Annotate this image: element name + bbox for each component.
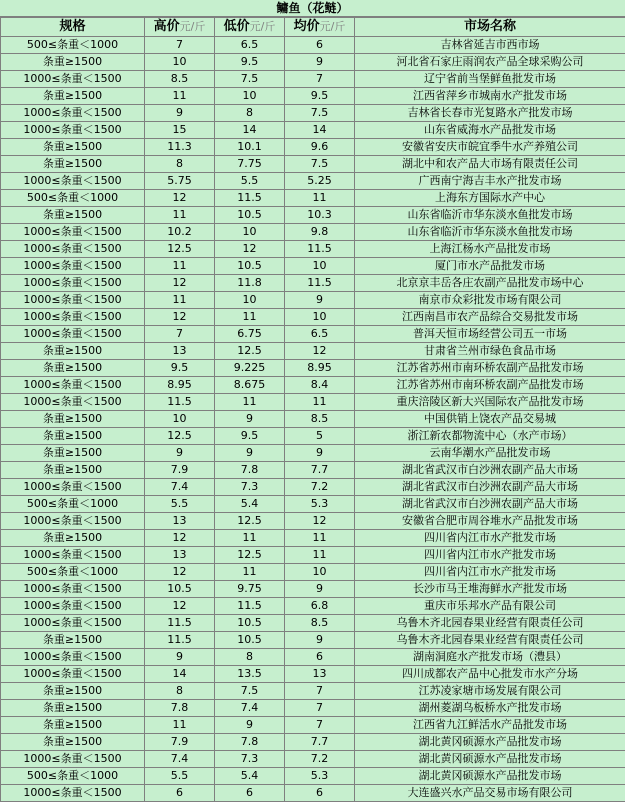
cell-low-price: 6.5 [215,37,285,54]
cell-low-price: 10.1 [215,139,285,156]
cell-low-price: 13.5 [215,666,285,683]
cell-market-name: 四川成都农产品中心批发市水产分场 [355,666,625,683]
cell-high-price: 9 [145,105,215,122]
cell-avg-price: 11 [285,394,355,411]
cell-market-name: 山东省临沂市华东淡水鱼批发市场 [355,207,625,224]
cell-market-name: 浙江新农都物流中心（水产市场） [355,428,625,445]
cell-spec: 1000≤条重＜1500 [1,377,145,394]
cell-avg-price: 7.2 [285,479,355,496]
cell-high-price: 10 [145,411,215,428]
cell-market-name: 吉林省长春市光复路水产批发市场 [355,105,625,122]
sheet-title: 鳙鱼（花鲢） [0,0,625,17]
cell-low-price: 5.4 [215,496,285,513]
cell-spec: 1000≤条重＜1500 [1,615,145,632]
cell-market-name: 河北省石家庄雨润农产品全球采购公司 [355,54,625,71]
cell-high-price: 7.4 [145,751,215,768]
cell-avg-price: 12 [285,513,355,530]
cell-avg-price: 9 [285,54,355,71]
cell-low-price: 11.5 [215,598,285,615]
cell-spec: 1000≤条重＜1500 [1,71,145,88]
cell-avg-price: 6.5 [285,326,355,343]
table-row [1,207,625,224]
cell-spec: 1000≤条重＜1500 [1,224,145,241]
cell-high-price: 8.5 [145,71,215,88]
cell-market-name: 湖北中和农产品大市场有限责任公司 [355,156,625,173]
cell-avg-price: 5.3 [285,496,355,513]
cell-low-price: 9.5 [215,428,285,445]
cell-spec: 条重≥1500 [1,343,145,360]
cell-high-price: 12 [145,564,215,581]
table-row [1,513,625,530]
cell-high-price: 5.5 [145,768,215,785]
cell-avg-price: 11.5 [285,275,355,292]
cell-low-price: 7.5 [215,71,285,88]
cell-spec: 条重≥1500 [1,156,145,173]
cell-spec: 条重≥1500 [1,462,145,479]
cell-market-name: 大连盛兴水产品交易市场有限公司 [355,785,625,802]
cell-avg-price: 7.7 [285,734,355,751]
cell-spec: 条重≥1500 [1,683,145,700]
cell-avg-price: 7.7 [285,462,355,479]
cell-avg-price: 10 [285,258,355,275]
cell-market-name: 云南华潮水产品批发市场 [355,445,625,462]
cell-high-price: 11 [145,717,215,734]
cell-low-price: 10.5 [215,258,285,275]
cell-avg-price: 10 [285,564,355,581]
cell-high-price: 9.5 [145,360,215,377]
cell-market-name: 上海东方国际水产中心 [355,190,625,207]
cell-high-price: 7 [145,37,215,54]
header-row [1,18,625,37]
cell-high-price: 8.95 [145,377,215,394]
cell-low-price: 10.5 [215,615,285,632]
cell-spec: 1000≤条重＜1500 [1,666,145,683]
cell-low-price: 7.75 [215,156,285,173]
cell-avg-price: 8.4 [285,377,355,394]
cell-spec: 1000≤条重＜1500 [1,292,145,309]
cell-low-price: 8 [215,649,285,666]
cell-market-name: 四川省内江市水产批发市场 [355,547,625,564]
cell-spec: 条重≥1500 [1,734,145,751]
cell-low-price: 5.4 [215,768,285,785]
table-row [1,649,625,666]
table-row [1,54,625,71]
cell-high-price: 12 [145,275,215,292]
cell-avg-price: 12 [285,343,355,360]
table-row [1,343,625,360]
cell-spec: 1000≤条重＜1500 [1,751,145,768]
cell-high-price: 12 [145,190,215,207]
cell-low-price: 5.5 [215,173,285,190]
cell-avg-price: 5.25 [285,173,355,190]
cell-spec: 1000≤条重＜1500 [1,122,145,139]
cell-low-price: 11 [215,309,285,326]
cell-high-price: 9 [145,445,215,462]
cell-market-name: 山东省临沂市华东淡水鱼批发市场 [355,224,625,241]
cell-market-name: 上海江杨水产品批发市场 [355,241,625,258]
cell-spec: 条重≥1500 [1,139,145,156]
cell-market-name: 重庆涪陵区新大兴国际农产品批发市场 [355,394,625,411]
table-row [1,683,625,700]
cell-market-name: 厦门市水产品批发市场 [355,258,625,275]
cell-high-price: 13 [145,343,215,360]
cell-low-price: 12.5 [215,513,285,530]
table-row [1,581,625,598]
cell-avg-price: 9.5 [285,88,355,105]
cell-spec: 500≤条重＜1000 [1,496,145,513]
cell-avg-price: 10 [285,309,355,326]
table-row [1,122,625,139]
cell-high-price: 15 [145,122,215,139]
table-row [1,462,625,479]
table-row [1,190,625,207]
cell-spec: 1000≤条重＜1500 [1,275,145,292]
header-market-name: 市场名称 [355,18,625,37]
cell-spec: 1000≤条重＜1500 [1,394,145,411]
table-row [1,411,625,428]
cell-low-price: 10 [215,88,285,105]
table-row [1,394,625,411]
cell-spec: 1000≤条重＜1500 [1,241,145,258]
cell-spec: 500≤条重＜1000 [1,190,145,207]
cell-low-price: 7.8 [215,734,285,751]
cell-low-price: 6.75 [215,326,285,343]
table-row [1,360,625,377]
cell-market-name: 山东省威海水产品批发市场 [355,122,625,139]
cell-avg-price: 8.95 [285,360,355,377]
cell-spec: 条重≥1500 [1,207,145,224]
cell-market-name: 普洱天恒市场经营公司五一市场 [355,326,625,343]
cell-high-price: 13 [145,547,215,564]
table-row [1,785,625,802]
cell-avg-price: 8.5 [285,411,355,428]
table-row [1,445,625,462]
cell-high-price: 14 [145,666,215,683]
cell-avg-price: 7.5 [285,105,355,122]
cell-high-price: 12 [145,530,215,547]
cell-low-price: 9.225 [215,360,285,377]
cell-avg-price: 9.8 [285,224,355,241]
cell-market-name: 安徽省合肥市周谷堆水产品批发市场 [355,513,625,530]
cell-avg-price: 7 [285,71,355,88]
cell-high-price: 12.5 [145,428,215,445]
cell-spec: 1000≤条重＜1500 [1,785,145,802]
cell-low-price: 7.8 [215,462,285,479]
table-row [1,666,625,683]
cell-spec: 条重≥1500 [1,54,145,71]
cell-high-price: 11 [145,292,215,309]
cell-low-price: 12.5 [215,343,285,360]
table-row [1,224,625,241]
cell-avg-price: 9 [285,445,355,462]
cell-high-price: 12.5 [145,241,215,258]
cell-avg-price: 6 [285,37,355,54]
cell-low-price: 9.75 [215,581,285,598]
cell-spec: 1000≤条重＜1500 [1,581,145,598]
cell-avg-price: 9.6 [285,139,355,156]
cell-avg-price: 9 [285,581,355,598]
cell-avg-price: 9 [285,292,355,309]
cell-high-price: 11.5 [145,615,215,632]
cell-high-price: 11 [145,207,215,224]
cell-spec: 1000≤条重＜1500 [1,598,145,615]
table-row [1,241,625,258]
cell-spec: 1000≤条重＜1500 [1,326,145,343]
cell-market-name: 江西省九江鲜活水产品批发市场 [355,717,625,734]
cell-avg-price: 6 [285,649,355,666]
cell-high-price: 5.5 [145,496,215,513]
cell-low-price: 14 [215,122,285,139]
cell-market-name: 辽宁省前当堡鲜鱼批发市场 [355,71,625,88]
table-row [1,768,625,785]
cell-market-name: 江西南昌市农产品综合交易批发市场 [355,309,625,326]
cell-spec: 1000≤条重＜1500 [1,105,145,122]
cell-spec: 条重≥1500 [1,411,145,428]
cell-spec: 1000≤条重＜1500 [1,513,145,530]
cell-high-price: 7.9 [145,462,215,479]
cell-high-price: 13 [145,513,215,530]
cell-market-name: 江西省萍乡市城南水产批发市场 [355,88,625,105]
table-row [1,173,625,190]
cell-low-price: 12.5 [215,547,285,564]
cell-low-price: 9.5 [215,54,285,71]
table-row [1,734,625,751]
cell-high-price: 5.75 [145,173,215,190]
cell-market-name: 湖北黄冈硕源水产品批发市场 [355,734,625,751]
cell-spec: 条重≥1500 [1,700,145,717]
cell-avg-price: 14 [285,122,355,139]
table-row [1,615,625,632]
cell-avg-price: 6.8 [285,598,355,615]
table-row [1,496,625,513]
table-row [1,139,625,156]
cell-market-name: 甘肃省兰州市绿色食品市场 [355,343,625,360]
cell-low-price: 10.5 [215,632,285,649]
table-row [1,751,625,768]
table-row [1,156,625,173]
cell-avg-price: 11 [285,530,355,547]
cell-high-price: 12 [145,598,215,615]
cell-spec: 500≤条重＜1000 [1,768,145,785]
cell-market-name: 湖北省武汉市白沙洲农副产品大市场 [355,462,625,479]
cell-avg-price: 8.5 [285,615,355,632]
header-low-price: 低价元/斤 [215,18,285,37]
cell-spec: 1000≤条重＜1500 [1,258,145,275]
cell-high-price: 9 [145,649,215,666]
cell-spec: 条重≥1500 [1,428,145,445]
table-row [1,326,625,343]
cell-avg-price: 5.3 [285,768,355,785]
cell-low-price: 12 [215,241,285,258]
table-row [1,564,625,581]
cell-spec: 1000≤条重＜1500 [1,173,145,190]
table-row [1,309,625,326]
table-row [1,105,625,122]
cell-market-name: 湖北黄冈硕源水产品批发市场 [355,768,625,785]
cell-low-price: 11.8 [215,275,285,292]
cell-high-price: 10.2 [145,224,215,241]
cell-low-price: 11 [215,564,285,581]
cell-avg-price: 7 [285,700,355,717]
cell-market-name: 乌鲁木齐北园春果业经营有限责任公司 [355,632,625,649]
table-row [1,598,625,615]
cell-spec: 条重≥1500 [1,717,145,734]
cell-market-name: 湖北黄冈硕源水产品批发市场 [355,751,625,768]
cell-low-price: 8 [215,105,285,122]
header-spec: 规格 [1,18,145,37]
table-row [1,275,625,292]
cell-spec: 1000≤条重＜1500 [1,649,145,666]
table-row [1,71,625,88]
table-row [1,530,625,547]
cell-avg-price: 11 [285,547,355,564]
table-row [1,258,625,275]
cell-market-name: 乌鲁木齐北园春果业经营有限责任公司 [355,615,625,632]
cell-spec: 1000≤条重＜1500 [1,479,145,496]
cell-spec: 条重≥1500 [1,530,145,547]
cell-low-price: 9 [215,445,285,462]
cell-high-price: 11.3 [145,139,215,156]
cell-low-price: 11 [215,530,285,547]
cell-spec: 500≤条重＜1000 [1,564,145,581]
cell-high-price: 11 [145,258,215,275]
cell-low-price: 10.5 [215,207,285,224]
table-row [1,700,625,717]
cell-avg-price: 7.5 [285,156,355,173]
cell-low-price: 6 [215,785,285,802]
cell-avg-price: 9 [285,632,355,649]
cell-avg-price: 7 [285,717,355,734]
cell-market-name: 湖州菱湖乌板桥水产批发市场 [355,700,625,717]
cell-spec: 条重≥1500 [1,88,145,105]
cell-low-price: 11.5 [215,190,285,207]
cell-low-price: 8.675 [215,377,285,394]
cell-spec: 条重≥1500 [1,360,145,377]
cell-high-price: 10 [145,54,215,71]
cell-high-price: 11.5 [145,394,215,411]
cell-market-name: 湖南洞庭水产批发市场（澧县） [355,649,625,666]
cell-market-name: 长沙市马王堆海鲜水产批发市场 [355,581,625,598]
table-row [1,377,625,394]
cell-market-name: 江苏省苏州市南环桥农副产品批发市场 [355,377,625,394]
cell-high-price: 8 [145,156,215,173]
cell-market-name: 江苏省苏州市南环桥农副产品批发市场 [355,360,625,377]
cell-spec: 1000≤条重＜1500 [1,547,145,564]
cell-high-price: 11.5 [145,632,215,649]
table-row [1,632,625,649]
cell-high-price: 7.4 [145,479,215,496]
cell-low-price: 10 [215,292,285,309]
cell-high-price: 7.9 [145,734,215,751]
price-table [0,17,625,802]
table-row [1,717,625,734]
cell-spec: 500≤条重＜1000 [1,37,145,54]
cell-high-price: 12 [145,309,215,326]
cell-avg-price: 13 [285,666,355,683]
cell-low-price: 7.3 [215,751,285,768]
cell-market-name: 江苏凌家塘市场发展有限公司 [355,683,625,700]
table-row [1,428,625,445]
cell-spec: 条重≥1500 [1,445,145,462]
cell-spec: 条重≥1500 [1,632,145,649]
cell-high-price: 11 [145,88,215,105]
cell-low-price: 11 [215,394,285,411]
cell-avg-price: 11 [285,190,355,207]
cell-market-name: 湖北省武汉市白沙洲农副产品大市场 [355,479,625,496]
cell-high-price: 10.5 [145,581,215,598]
cell-avg-price: 5 [285,428,355,445]
table-row [1,37,625,54]
table-row [1,479,625,496]
table-row [1,547,625,564]
cell-market-name: 安徽省安庆市皖宜季牛水产养殖公司 [355,139,625,156]
header-high-price: 高价元/斤 [145,18,215,37]
cell-avg-price: 11.5 [285,241,355,258]
table-row [1,88,625,105]
cell-low-price: 9 [215,717,285,734]
cell-market-name: 南京市众彩批发市场有限公司 [355,292,625,309]
header-avg-price: 均价元/斤 [285,18,355,37]
cell-market-name: 重庆市乐邦水产品有限公司 [355,598,625,615]
cell-high-price: 7.8 [145,700,215,717]
cell-low-price: 7.4 [215,700,285,717]
cell-market-name: 中国供销上饶农产品交易城 [355,411,625,428]
cell-low-price: 7.3 [215,479,285,496]
cell-low-price: 7.5 [215,683,285,700]
cell-market-name: 湖北省武汉市白沙洲农副产品大市场 [355,496,625,513]
table-row [1,292,625,309]
cell-spec: 1000≤条重＜1500 [1,309,145,326]
cell-avg-price: 6 [285,785,355,802]
cell-high-price: 6 [145,785,215,802]
cell-market-name: 广西南宁海吉丰水产批发市场 [355,173,625,190]
cell-market-name: 四川省内江市水产批发市场 [355,564,625,581]
cell-high-price: 7 [145,326,215,343]
cell-avg-price: 7.2 [285,751,355,768]
cell-low-price: 10 [215,224,285,241]
cell-market-name: 吉林省延吉市西市场 [355,37,625,54]
cell-avg-price: 7 [285,683,355,700]
cell-low-price: 9 [215,411,285,428]
cell-market-name: 北京京丰岳各庄农副产品批发市场中心 [355,275,625,292]
cell-market-name: 四川省内江市水产批发市场 [355,530,625,547]
cell-avg-price: 10.3 [285,207,355,224]
cell-high-price: 8 [145,683,215,700]
